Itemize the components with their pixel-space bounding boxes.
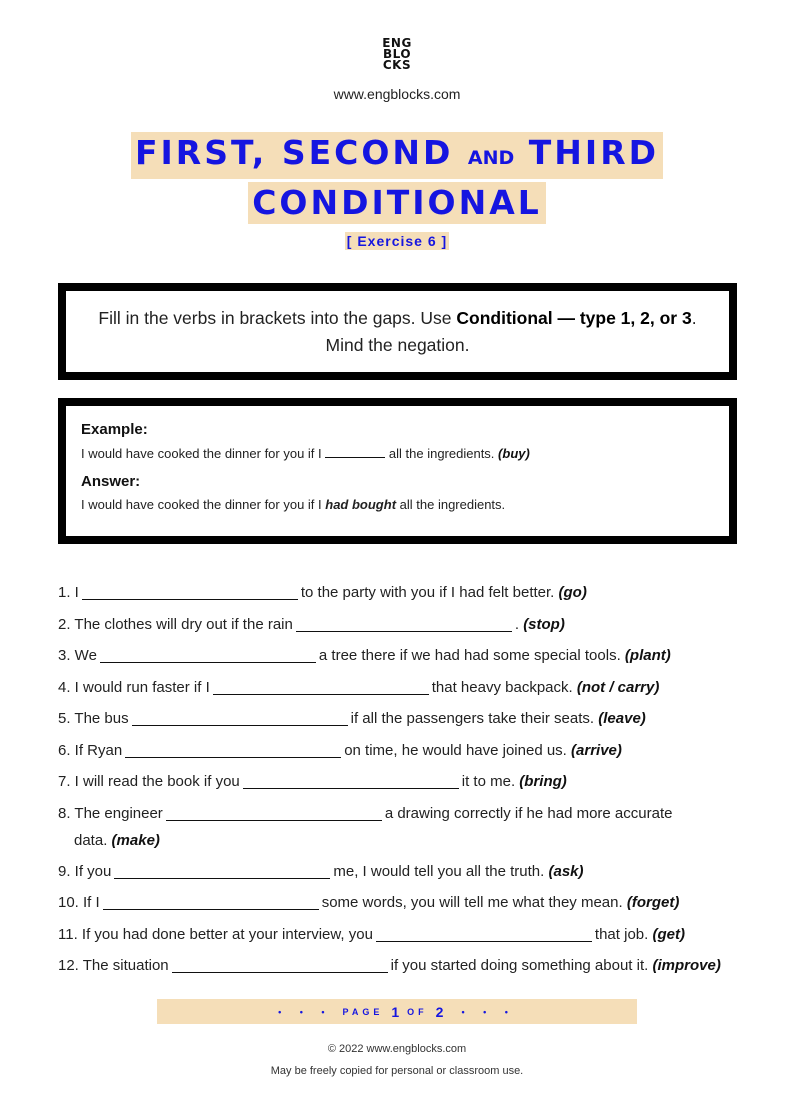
logo-line: ENG — [382, 36, 412, 50]
answer-text: I would have cooked the dinner for you if I — [81, 497, 326, 512]
item-text: if all the passengers take their seats. — [350, 710, 595, 727]
example-text: all the ingredients. — [388, 446, 495, 461]
item-text: 5. The bus — [58, 710, 129, 727]
item-text: 8. The engineer — [58, 804, 163, 822]
item-text: 2. The clothes will dry out if the rain — [58, 615, 293, 633]
answer-blank[interactable] — [100, 646, 316, 663]
answer-sentence — [81, 497, 729, 512]
item-text: 7. I will read the book if you — [58, 773, 240, 790]
item-text: 10. If I — [58, 894, 100, 911]
item-continuation — [58, 831, 748, 851]
exercise-list — [58, 583, 748, 988]
item-text: data. — [74, 831, 108, 849]
item-text: to the party with you if I had felt better. — [300, 584, 555, 601]
verb-hint: (make) — [111, 831, 160, 849]
page-indicator — [157, 999, 637, 1024]
item-text: 3. We — [58, 647, 97, 664]
item-text: 11. If you had done better at your interview, you — [58, 925, 373, 943]
answer-blank[interactable] — [376, 925, 592, 942]
exercise-item — [58, 741, 748, 773]
exercise-item — [58, 804, 748, 862]
instructions-part: . Mind the negation. — [325, 307, 697, 355]
title-highlight — [131, 132, 663, 179]
exercise-item — [58, 956, 748, 988]
title-highlight: CONDITIONAL — [248, 182, 546, 224]
verb-hint: (forget) — [626, 894, 680, 911]
page-title-line-2 — [0, 182, 794, 224]
answer-blank[interactable] — [132, 709, 348, 726]
page-title-line-1 — [0, 132, 794, 179]
answer-blank[interactable] — [125, 741, 341, 758]
answer-text: all the ingredients. — [396, 497, 506, 512]
item-text: 12. The situation — [58, 957, 169, 974]
title-part: FIRST, SECOND — [134, 133, 454, 172]
verb-hint: (not / carry) — [576, 678, 660, 696]
instructions-bold: Conditional — type 1, 2, or 3 — [456, 307, 692, 328]
answer-blank[interactable] — [213, 678, 429, 695]
example-blank — [325, 445, 385, 458]
item-text: 1. I — [58, 584, 79, 601]
item-text: that heavy backpack. — [431, 678, 573, 696]
verb-hint: (leave) — [598, 710, 646, 727]
answer-blank[interactable] — [82, 583, 298, 600]
verb-hint: (ask) — [548, 862, 584, 880]
instructions-box — [58, 283, 737, 380]
decor-dots: • • • — [278, 1006, 333, 1017]
exercise-item — [58, 709, 748, 741]
item-text: if you started doing something about it. — [390, 957, 649, 974]
exercise-item — [58, 893, 748, 925]
exercise-item — [58, 583, 748, 615]
exercise-item — [58, 925, 748, 957]
verb-hint: (stop) — [523, 615, 565, 633]
decor-dots: • • • — [461, 1006, 516, 1017]
item-text: that job. — [594, 925, 649, 943]
item-text: 4. I would run faster if I — [58, 678, 210, 696]
verb-hint: (plant) — [624, 647, 671, 664]
answer-bold: had bought — [325, 497, 397, 512]
answer-blank[interactable] — [103, 893, 319, 910]
engblocks-logo — [0, 38, 794, 71]
item-text: on time, he would have joined us. — [344, 741, 567, 759]
example-box — [58, 398, 737, 544]
instructions-text — [88, 305, 708, 359]
instructions-part: Fill in the verbs in brackets into the gaps. Use — [98, 307, 457, 328]
verb-hint: (arrive) — [571, 741, 622, 759]
logo-line: BLO — [382, 47, 412, 61]
exercise-item — [58, 615, 748, 647]
item-text: it to me. — [461, 773, 516, 790]
title-part: THIRD — [528, 133, 660, 172]
copyright-notice: © 2022 www.engblocks.com — [327, 1043, 467, 1055]
item-text: 9. If you — [58, 862, 112, 880]
answer-blank[interactable] — [296, 615, 512, 632]
answer-blank[interactable] — [166, 804, 382, 821]
of-word: OF — [407, 1006, 428, 1017]
answer-blank[interactable] — [114, 862, 330, 879]
verb-hint: (bring) — [519, 773, 567, 790]
license-notice: May be freely copied for personal or classroom use. — [270, 1065, 524, 1077]
example-sentence — [81, 445, 729, 461]
page-word: PAGE — [342, 1006, 384, 1017]
exercise-item — [58, 646, 748, 678]
exercise-number: [ Exercise 6 ] — [346, 233, 448, 249]
example-verb: (buy) — [498, 446, 530, 461]
page-current: 1 — [391, 1003, 400, 1020]
logo-line: CKS — [382, 58, 412, 72]
page-total: 2 — [435, 1003, 444, 1020]
title-and: AND — [467, 147, 515, 169]
answer-label: Answer: — [81, 473, 141, 490]
verb-hint: (improve) — [652, 957, 721, 974]
item-text: a drawing correctly if he had more accurate — [384, 804, 673, 822]
item-text: some words, you will tell me what they mean. — [321, 894, 623, 911]
item-text: me, I would tell you all the truth. — [333, 862, 545, 880]
exercise-item — [58, 862, 748, 894]
exercise-item — [58, 772, 748, 804]
site-url[interactable]: www.engblocks.com — [333, 86, 461, 102]
item-text: a tree there if we had had some special tools. — [318, 647, 621, 664]
example-text: I would have cooked the dinner for you if I — [81, 446, 322, 461]
answer-blank[interactable] — [172, 956, 388, 973]
item-text: 6. If Ryan — [58, 741, 123, 759]
item-text: . — [514, 615, 520, 633]
exercise-label — [0, 232, 794, 251]
verb-hint: (get) — [652, 925, 685, 943]
example-label: Example: — [81, 421, 148, 438]
verb-hint: (go) — [558, 584, 587, 601]
exercise-item — [58, 678, 748, 710]
answer-blank[interactable] — [243, 772, 459, 789]
